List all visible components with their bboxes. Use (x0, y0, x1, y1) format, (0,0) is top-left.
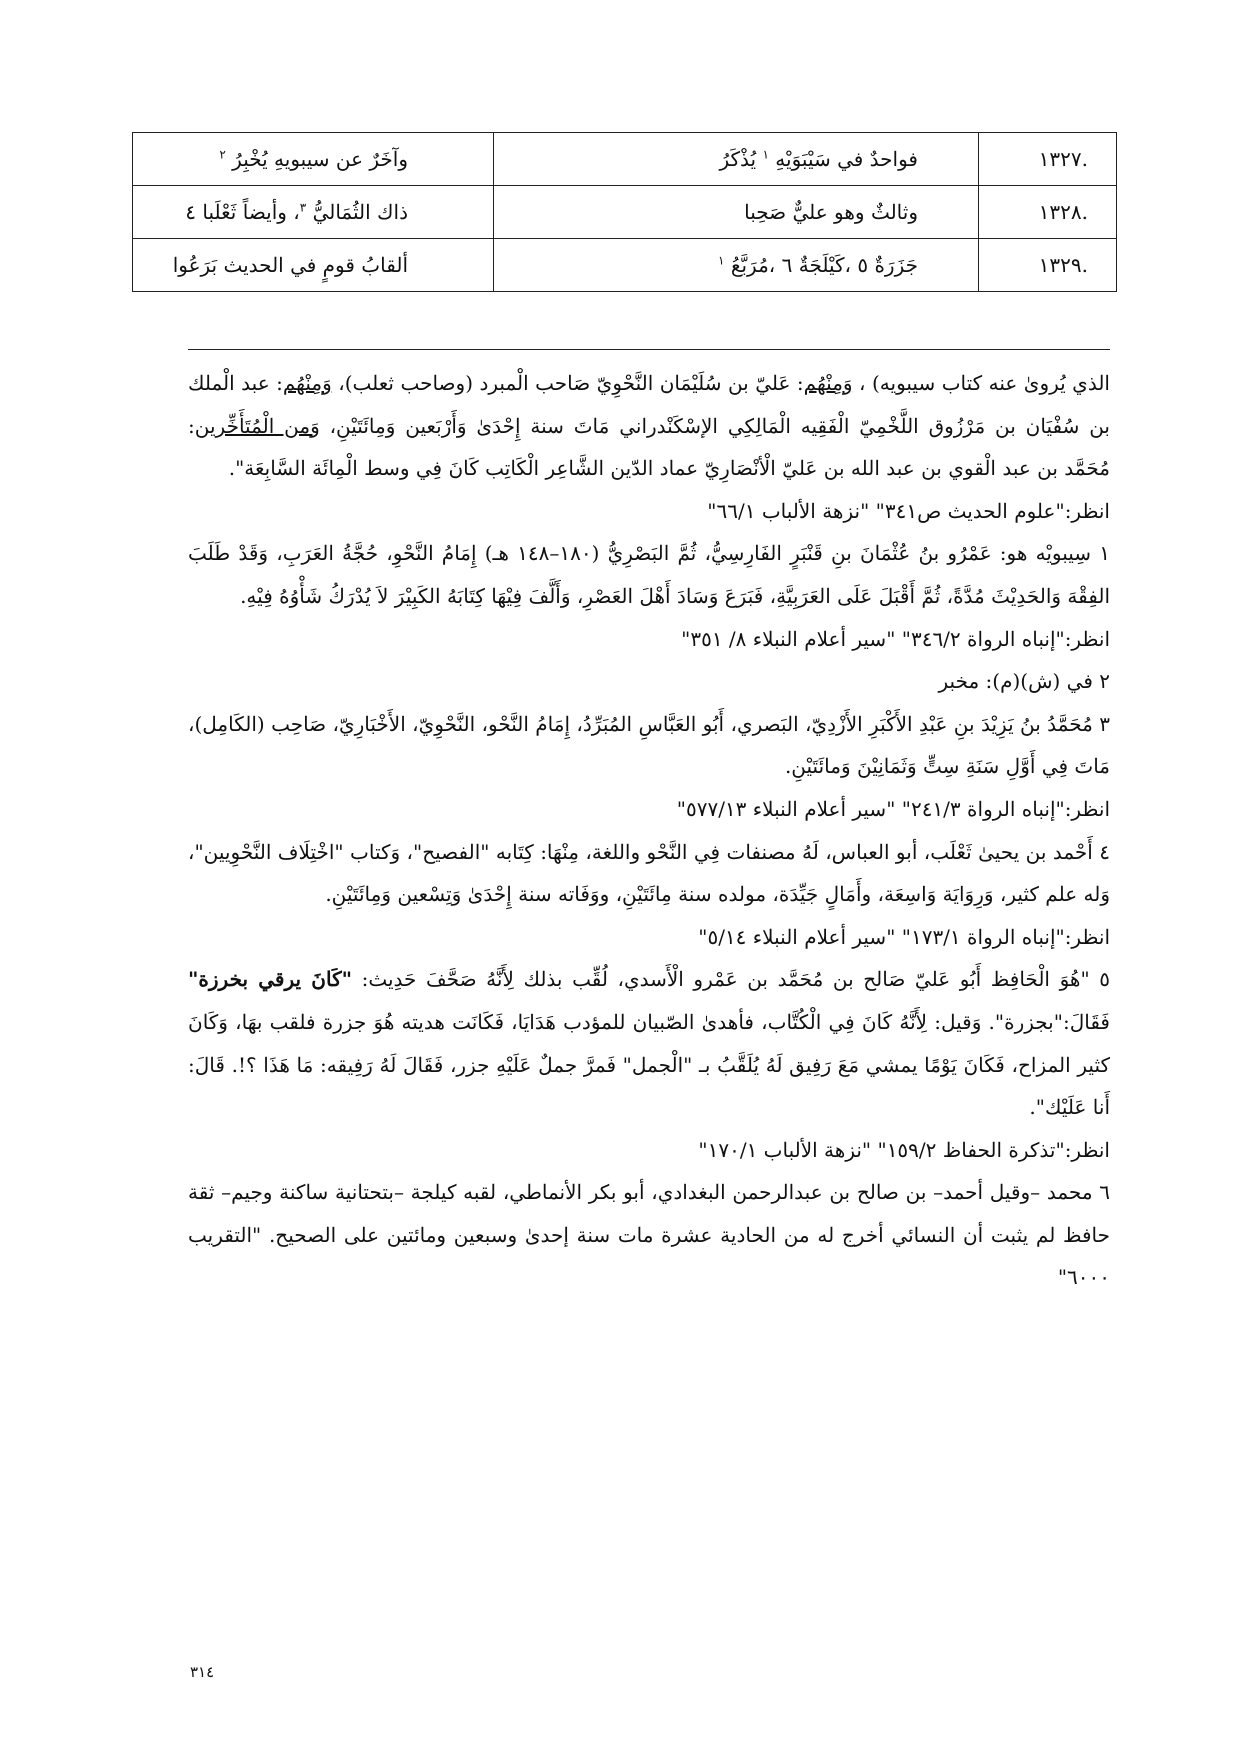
verse-second-hemistich: وآخَرٌ عن سيبويهِ يُخْبِرُ $^٢$ (133, 133, 494, 186)
footnote-continuation: الذي يُروىٰ عنه كتاب سيبويه) ، وَمِنْهُم: عَليّ بن سُلَيْمَان النَّحْوِيّ صَاحب الْمبرد (وصاحب ثعلب)، وَمِنْهُم: عبد الْملك بن سُفْيَان بن مَرْزُوق اللَّخْمِيّ الْفَقِيه الْمَالِكِي الإسْكَنْدراني مَاتَ سنة إِحْدَىٰ وَأَرْبَعين وَمِائَتَيْنِ، وَمن الْمُتَأَخِّرين: مُحَمَّد بن عبد الْقوي بن عبد الله بن عَليّ الْأنْصَارِيّ عماد الدّين الشَّاعِر الْكَاتِب كَانَ فِي وسط الْمِائَة السَّابِعَة". (188, 371, 1110, 481)
verse-row (133, 239, 1117, 292)
footnote-marker: ١ (762, 147, 769, 162)
footnote-2: ٢ في (ش)(م): مخبر (938, 669, 1110, 694)
footnote-separator (188, 349, 1110, 350)
verse-second-hemistich: ألقابُ قومٍ في الحديث بَرَعُوا (133, 239, 494, 292)
verse-first-hemistich: وثالثٌ وهو عليٌّ صَحِبا (494, 186, 979, 239)
verse-number: .١٣٢٩ (979, 239, 1117, 292)
verse-first-hemistich: فواحدٌ في سَيْبَوَيْهِ $^١$ يُذْكَرُ (494, 133, 979, 186)
verse-row (133, 133, 1117, 186)
verse-first-hemistich: جَزَرَةٌ ٥ ،كَيْلَجَةٌ ٦ ،مُرَبَّعُ $^١$ (494, 239, 979, 292)
footnote-marker: ٢ (219, 147, 226, 162)
footnote-6: ٦ محمد –وقيل أحمد– بن صالح بن عبدالرحمن البغدادي، أبو بكر الأنماطي، لقبه كيلجة –بتحتانية ساكنة وجيم– ثقة حافظ لم يثبت أن النسائي أخرج له من الحادية عشرة مات سنة إحدىٰ وسبعين ومائتين على الصحيح. "التقريب ٦٠٠٠" (188, 1180, 1110, 1290)
verse-number: .١٣٢٧ (979, 133, 1117, 186)
verse-table (132, 132, 1117, 292)
footnote-4: ٤ أَحْمد بن يحيىٰ ثَعْلَب، أبو العباس، لَهُ مصنفات فِي النَّحْو واللغة، مِنْهَا: كِتَابه "الفصيح"، وَكتاب "اخْتِلَاف النَّحْوِيين"، وَله علم كثير، وَرِوَايَة وَاسِعَة، وأَمَالٍ جَيِّدَة، مولده سنة مِائَتَيْنِ، ووَفَاته سنة إِحْدَىٰ وَتِسْعين وَمِائَتَيْنِ. (188, 839, 1110, 907)
verse-number: .١٣٢٨ (979, 186, 1117, 239)
footnote-reference: انظر:"إنباه الرواة ٣٤٦/٢" "سير أعلام النبلاء ٨/ ٣٥١" (681, 626, 1110, 651)
footnote-reference: انظر:"إنباه الرواة ١٧٣/١" "سير أعلام النبلاء ٥/١٤" (698, 924, 1110, 949)
footnote-3: ٣ مُحَمَّدُ بنُ يَزِيْدَ بنِ عَبْدِ الأَكْبَرِ الأَزْدِيّ، البَصري، أَبُو العَبَّاسِ المُبَرِّدُ، إِمَامُ النَّحْو، النَّحْوِيّ، الأَخْبَارِيّ، صَاحِب (الكَامِل)، مَاتَ فِي أَوَّلِ سَنَةِ سِتٍّ وَثَمَانِيْنَ وَمائَتَيْنِ. (188, 711, 1110, 779)
footnote-reference: انظر:"علوم الحديث ص٣٤١" "نزهة الألباب ٦٦/١" (707, 498, 1110, 523)
footnote-marker: ٣ (299, 200, 307, 215)
footnote-marker: ١ (718, 253, 725, 268)
footnote-reference: انظر:"إنباه الرواة ٢٤١/٣" "سير أعلام النبلاء ٥٧٧/١٣" (676, 796, 1110, 821)
footnote-5: ٥ "هُوَ الْحَافِظ أَبُو عَليّ صَالح بن مُحَمَّد بن عَمْرو الْأَسدي، لُقِّب بذلك لِأَنَّهُ صَحَّفَ حَدِيث: "كَانَ يرقي بخرزة" فَقَالَ:"بجزرة". وَقيل: لِأَنَّهُ كَانَ فِي الْكُتَّاب، فأهدىٰ الصّبيان للمؤدب هَدَايَا، فَكَانَت هديته هُوَ جزرة فلقب بهَا، وَكَانَ كثير المزاح، فَكَانَ يَوْمًا يمشي مَعَ رَفِيق لَهُ يُلَقَّبُ بـ "الْجمل" فَمرَّ جملٌ عَلَيْهِ جزر، فَقَالَ لَهُ رَفِيقه: مَا هَذَا ؟!. قَالَ: أَنا عَلَيْك". (188, 967, 1110, 1120)
verse-second-hemistich: ذاك الثُمَاليُّ $^٣$، وأيضاً ثَعْلَبا ٤ (133, 186, 494, 239)
verse-row (133, 186, 1117, 239)
footnotes (188, 362, 1110, 1299)
footnote-reference: انظر:"تذكرة الحفاظ ١٥٩/٢" "نزهة الألباب ١٧٠/١" (698, 1137, 1110, 1162)
footnote-1: ١ سِيبويْه هو: عَمْرُو بنُ عُثْمَانَ بنِ قَنْبَرٍ الفَارِسِيُّ، ثُمَّ البَصْرِيُّ (١٨٠–١٤٨ هـ) إِمَامُ النَّحْوِ، حُجَّةُ العَرَبِ، وَقَدْ طَلَبَ الفِقْهَ وَالحَدِيْثَ مُدَّةً، ثُمَّ أَقْبَلَ عَلَى العَرَبِيَّةِ، فَبَرَعَ وَسَادَ أَهْلَ العَصْرِ، وَأَلَّفَ فِيْهَا كِتَابَهُ الكَبِيْرَ لاَ يُدْرَكُ شَأْوُهُ فِيْهِ. (188, 541, 1110, 608)
page-number: ٣١٤ (190, 1663, 215, 1681)
